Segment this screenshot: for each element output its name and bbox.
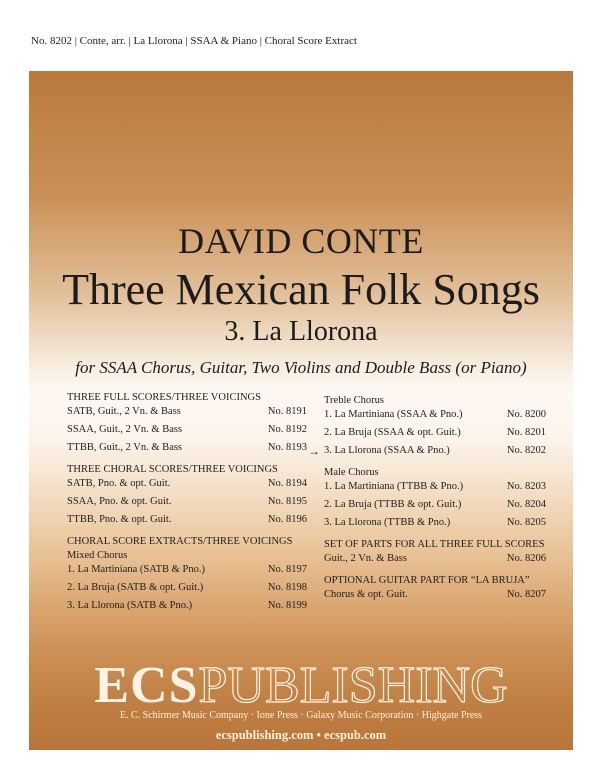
catalog-row bbox=[324, 480, 546, 494]
catalog-left-column bbox=[67, 391, 307, 613]
catalog-item-label: 2. La Bruja (TTBB & opt. Guit.) bbox=[324, 499, 462, 510]
catalog-row bbox=[67, 423, 307, 437]
catalog-row bbox=[324, 498, 546, 512]
catalog-right-column bbox=[308, 394, 546, 602]
catalog-number: No. 8204 bbox=[506, 499, 546, 510]
publisher-logo-outline: PUBLISHING bbox=[198, 657, 508, 714]
catalog-row bbox=[324, 516, 546, 530]
catalog-item-label: TTBB, Guit., 2 Vn. & Bass bbox=[67, 442, 183, 453]
cover-panel bbox=[29, 71, 573, 750]
catalog-number: No. 8207 bbox=[506, 589, 546, 600]
catalog-number: No. 8196 bbox=[267, 514, 307, 525]
catalog-item-label: 3. La Llorona (SATB & Pno.) bbox=[67, 600, 193, 611]
catalog-row bbox=[324, 552, 546, 566]
catalog-item-label: 2. La Bruja (SSAA & opt. Guit.) bbox=[324, 427, 461, 438]
catalog-number: No. 8206 bbox=[506, 553, 546, 564]
publisher-logo-bold: ECS bbox=[94, 657, 199, 714]
publisher-logo bbox=[29, 657, 573, 714]
catalog-row bbox=[67, 405, 307, 419]
catalog-row bbox=[67, 477, 307, 491]
catalog-number: No. 8191 bbox=[267, 406, 307, 417]
instrumentation-line: for SSAA Chorus, Guitar, Two Violins and Double Bass (or Piano) bbox=[75, 358, 527, 377]
movement-title: 3. La Llorona bbox=[224, 316, 378, 347]
catalog-item-label: SATB, Guit., 2 Vn. & Bass bbox=[67, 406, 181, 417]
catalog-header-line: No. 8202 | Conte, arr. | La Llorona | SSAA & Piano | Choral Score Extract bbox=[31, 35, 357, 47]
catalog-row bbox=[324, 588, 546, 602]
catalog-number: No. 8201 bbox=[506, 427, 546, 438]
work-title: Three Mexican Folk Songs bbox=[62, 265, 540, 314]
catalog-item-label: Chorus & opt. Guit. bbox=[324, 589, 408, 600]
catalog-row bbox=[67, 495, 307, 509]
section-heading: THREE CHORAL SCORES/THREE VOICINGS bbox=[67, 464, 278, 475]
catalog-row bbox=[67, 581, 307, 595]
section-subheading: Mixed Chorus bbox=[67, 550, 128, 561]
catalog-item-label: SSAA, Guit., 2 Vn. & Bass bbox=[67, 424, 183, 435]
catalog-item-label: 3. La Llorona (TTBB & Pno.) bbox=[324, 517, 451, 528]
catalog-number: No. 8192 bbox=[267, 424, 307, 435]
catalog-row bbox=[67, 513, 307, 527]
catalog-row bbox=[67, 441, 307, 455]
catalog-item-label: 3. La Llorona (SSAA & Pno.) bbox=[324, 445, 450, 456]
catalog-item-label: 1. La Martiniana (SATB & Pno.) bbox=[67, 564, 205, 575]
section-heading: THREE FULL SCORES/THREE VOICINGS bbox=[67, 392, 261, 403]
catalog-row-current bbox=[308, 444, 546, 458]
catalog-item-label: SATB, Pno. & opt. Guit. bbox=[67, 478, 171, 489]
section-subheading: Male Chorus bbox=[324, 467, 379, 478]
publisher-imprints: E. C. Schirmer Music Company · Ione Press · Galaxy Music Corporation · Highgate Press bbox=[119, 710, 483, 721]
catalog-item-label: SSAA, Pno. & opt. Guit. bbox=[67, 496, 172, 507]
catalog-number: No. 8193 bbox=[267, 442, 307, 453]
catalog-row bbox=[67, 563, 307, 577]
catalog-row bbox=[324, 426, 546, 440]
section-heading: SET OF PARTS FOR ALL THREE FULL SCORES bbox=[324, 539, 545, 550]
catalog-number: No. 8200 bbox=[506, 409, 546, 420]
section-heading: OPTIONAL GUITAR PART FOR “LA BRUJA” bbox=[324, 575, 530, 586]
catalog-number: No. 8194 bbox=[267, 478, 307, 489]
catalog-item-label: 1. La Martiniana (TTBB & Pno.) bbox=[324, 481, 464, 492]
catalog-number: No. 8198 bbox=[267, 582, 307, 593]
catalog-item-label: TTBB, Pno. & opt. Guit. bbox=[67, 514, 172, 525]
catalog-number: No. 8199 bbox=[267, 600, 307, 611]
catalog-number: No. 8205 bbox=[506, 517, 546, 528]
composer-name: DAVID CONTE bbox=[178, 221, 424, 261]
catalog-number: No. 8202 bbox=[506, 445, 546, 456]
publisher-websites: ecspublishing.com • ecspub.com bbox=[215, 728, 387, 742]
catalog-item-label: Guit., 2 Vn. & Bass bbox=[324, 553, 407, 564]
catalog-item-label: 2. La Bruja (SATB & opt. Guit.) bbox=[67, 582, 204, 593]
section-subheading: Treble Chorus bbox=[324, 395, 384, 406]
catalog-number: No. 8203 bbox=[506, 481, 546, 492]
catalog-row bbox=[324, 408, 546, 422]
section-heading: CHORAL SCORE EXTRACTS/THREE VOICINGS bbox=[67, 536, 293, 547]
catalog-item-label: 1. La Martiniana (SSAA & Pno.) bbox=[324, 409, 463, 420]
catalog-row bbox=[67, 599, 307, 613]
catalog-number: No. 8197 bbox=[267, 564, 307, 575]
arrow-right-icon: → bbox=[308, 444, 320, 458]
catalog-number: No. 8195 bbox=[267, 496, 307, 507]
